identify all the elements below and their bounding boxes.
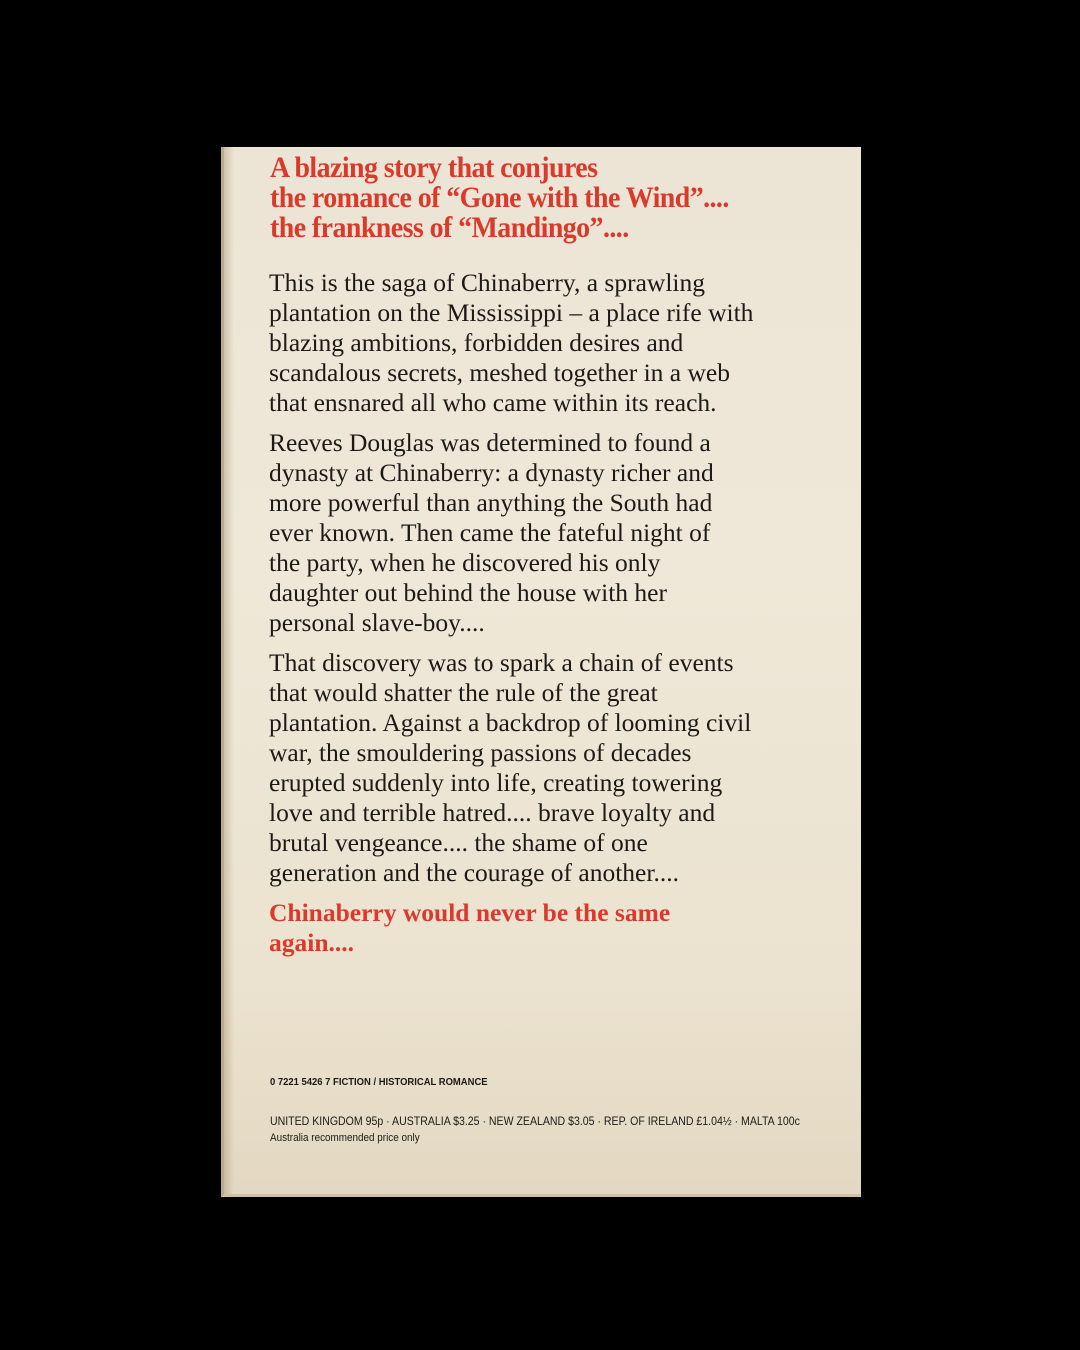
- blurb-line: blazing ambitions, forbidden desires and: [269, 328, 684, 357]
- blurb-line: that would shatter the rule of the great: [269, 678, 658, 707]
- headline-line: A blazing story that conjures: [270, 151, 598, 184]
- blurb-line: that ensnared all who came within its reach.: [269, 388, 717, 417]
- headline: [270, 153, 819, 243]
- blurb-line: war, the smouldering passions of decades: [269, 738, 692, 767]
- blurb-line: daughter out behind the house with her: [269, 578, 667, 607]
- blurb-line: dynasty at Chinaberry: a dynasty richer and: [269, 458, 714, 487]
- blurb-line: Reeves Douglas was determined to found a: [269, 428, 711, 457]
- closing-line: Chinaberry would never be the same: [269, 898, 671, 927]
- headline-line: the frankness of “Mandingo”....: [270, 211, 629, 244]
- blurb-line: love and terrible hatred.... brave loyalty and: [269, 798, 716, 827]
- blurb-line: generation and the courage of another....: [269, 858, 679, 887]
- blurb-paragraph: [269, 648, 849, 888]
- blurb-line: the party, when he discovered his only: [269, 548, 661, 577]
- blurb-line: more powerful than anything the South had: [269, 488, 713, 517]
- blurb: [269, 268, 849, 968]
- blurb-line: plantation. Against a backdrop of looming civil: [269, 708, 752, 737]
- price-note: Australia recommended price only: [270, 1132, 420, 1144]
- blurb-line: brutal vengeance.... the shame of one: [269, 828, 648, 857]
- blurb-line: plantation on the Mississippi – a place rife with: [269, 298, 754, 327]
- blurb-line: That discovery was to spark a chain of events: [269, 648, 734, 677]
- blurb-line: erupted suddenly into life, creating towering: [269, 768, 723, 797]
- book-back-cover: [221, 147, 861, 1197]
- closing-line: again....: [269, 928, 355, 957]
- price-list: UNITED KINGDOM 95p · AUSTRALIA $3.25 · NEW ZEALAND $3.05 · REP. OF IRELAND £1.04½ · MALTA 100c: [270, 1114, 800, 1128]
- blurb-line: scandalous secrets, meshed together in a web: [269, 358, 730, 387]
- blurb-line: personal slave-boy....: [269, 608, 485, 637]
- spine-edge-shadow: [224, 147, 234, 1194]
- headline-line: the romance of “Gone with the Wind”....: [270, 181, 729, 214]
- closing-tagline: [269, 898, 849, 958]
- blurb-line: ever known. Then came the fateful night of: [269, 518, 711, 547]
- isbn-category: 0 7221 5426 7 FICTION / HISTORICAL ROMANCE: [270, 1076, 488, 1088]
- blurb-line: This is the saga of Chinaberry, a sprawling: [269, 268, 705, 297]
- blurb-paragraph: [269, 268, 849, 418]
- blurb-paragraph: [269, 428, 849, 638]
